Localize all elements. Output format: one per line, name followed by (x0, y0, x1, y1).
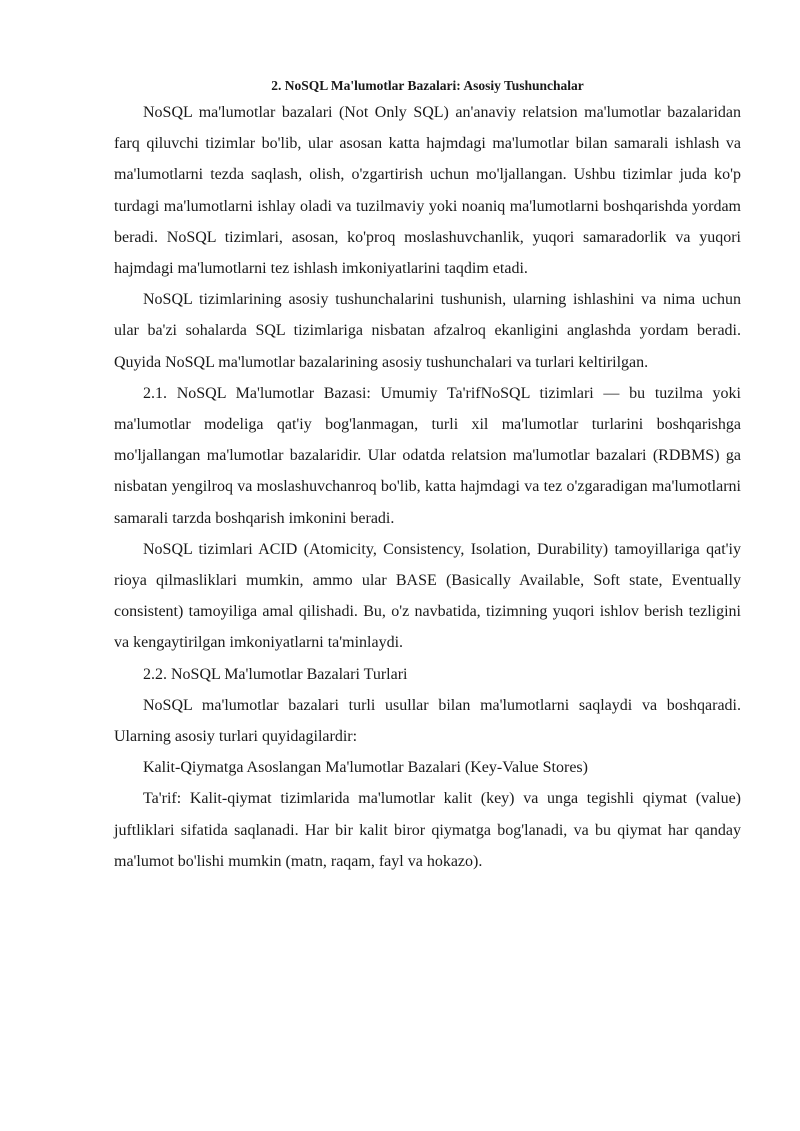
subheading-types: 2.2. NoSQL Ma'lumotlar Bazalari Turlari (143, 665, 408, 683)
paragraph-acid-base: NoSQL tizimlari ACID (Atomicity, Consistency, Isolation, Durability) tamoyillariga qat'iy rioya qilmasliklari mumkin, ammo ular BASE (Basically Available, Soft state, Eventually consistent) tamoyiliga amal qilishadi. Bu, o'z navbatida, tizimning yuqori ishlov berish tezligini va kengaytirilgan imkoniyatlarni ta'minlaydi. (114, 540, 741, 652)
section-title: 2. NoSQL Ma'lumotlar Bazalari: Asosiy Tushunchalar (271, 78, 584, 93)
paragraph-intro: NoSQL ma'lumotlar bazalari (Not Only SQL) an'anaviy relatsion ma'lumotlar bazalaridan farq qiluvchi tizimlar bo'lib, ular asosan katta hajmdagi ma'lumotlar bilan samarali ishlash va ma'lumotlarni tezda saqlash, olish, o'zgartirish uchun mo'ljallangan. Ushbu tizimlar juda ko'p turdagi ma'lumotlarni ishlay oladi va tuzilmaviy yoki noaniq ma'lumotlarni boshqarishda yordam beradi. NoSQL tizimlari, asosan, ko'proq moslashuvchanlik, yuqori samaradorlik va yuqori hajmdagi ma'lumotlarni tez ishlash imkoniyatlarini taqdim etadi. (114, 104, 741, 278)
paragraph-types-intro: NoSQL ma'lumotlar bazalari turli usullar bilan ma'lumotlarni saqlaydi va boshqaradi. Ularning asosiy turlari quyidagilardir: (114, 696, 741, 746)
document-body (114, 75, 741, 877)
subheading-key-value: Kalit-Qiymatga Asoslangan Ma'lumotlar Bazalari (Key-Value Stores) (143, 759, 588, 777)
paragraph-concepts: NoSQL tizimlarining asosiy tushunchalarini tushunish, ularning ishlashini va nima uchun ular ba'zi sohalarda SQL tizimlariga nisbatan afzalroq ekanligini anglashda yordam beradi. Quyida NoSQL ma'lumotlar bazalarining asosiy tushunchalari va turlari keltirilgan. (114, 291, 741, 371)
paragraph-definition: 2.1. NoSQL Ma'lumotlar Bazasi: Umumiy Ta'rifNoSQL tizimlari — bu tuzilma yoki ma'lumotlar modeliga qat'iy bog'lanmagan, turli xil ma'lumotlar turlarini boshqarishga mo'ljallangan ma'lumotlar bazalaridir. Ular odatda relatsion ma'lumotlar bazalari (RDBMS) ga nisbatan yengilroq va moslashuvchanroq bo'lib, katta hajmdagi va tez o'zgaradigan ma'lumotlarni samarali tarzda boshqarish imkonini beradi. (114, 384, 741, 527)
paragraph-key-value-definition: Ta'rif: Kalit-qiymat tizimlarida ma'lumotlar kalit (key) va unga tegishli qiymat (value) juftliklari sifatida saqlanadi. Har bir kalit biror qiymatga bog'lanadi, va bu qiymat har qanday ma'lumot bo'lishi mumkin (matn, raqam, fayl va hokazo). (114, 790, 741, 870)
